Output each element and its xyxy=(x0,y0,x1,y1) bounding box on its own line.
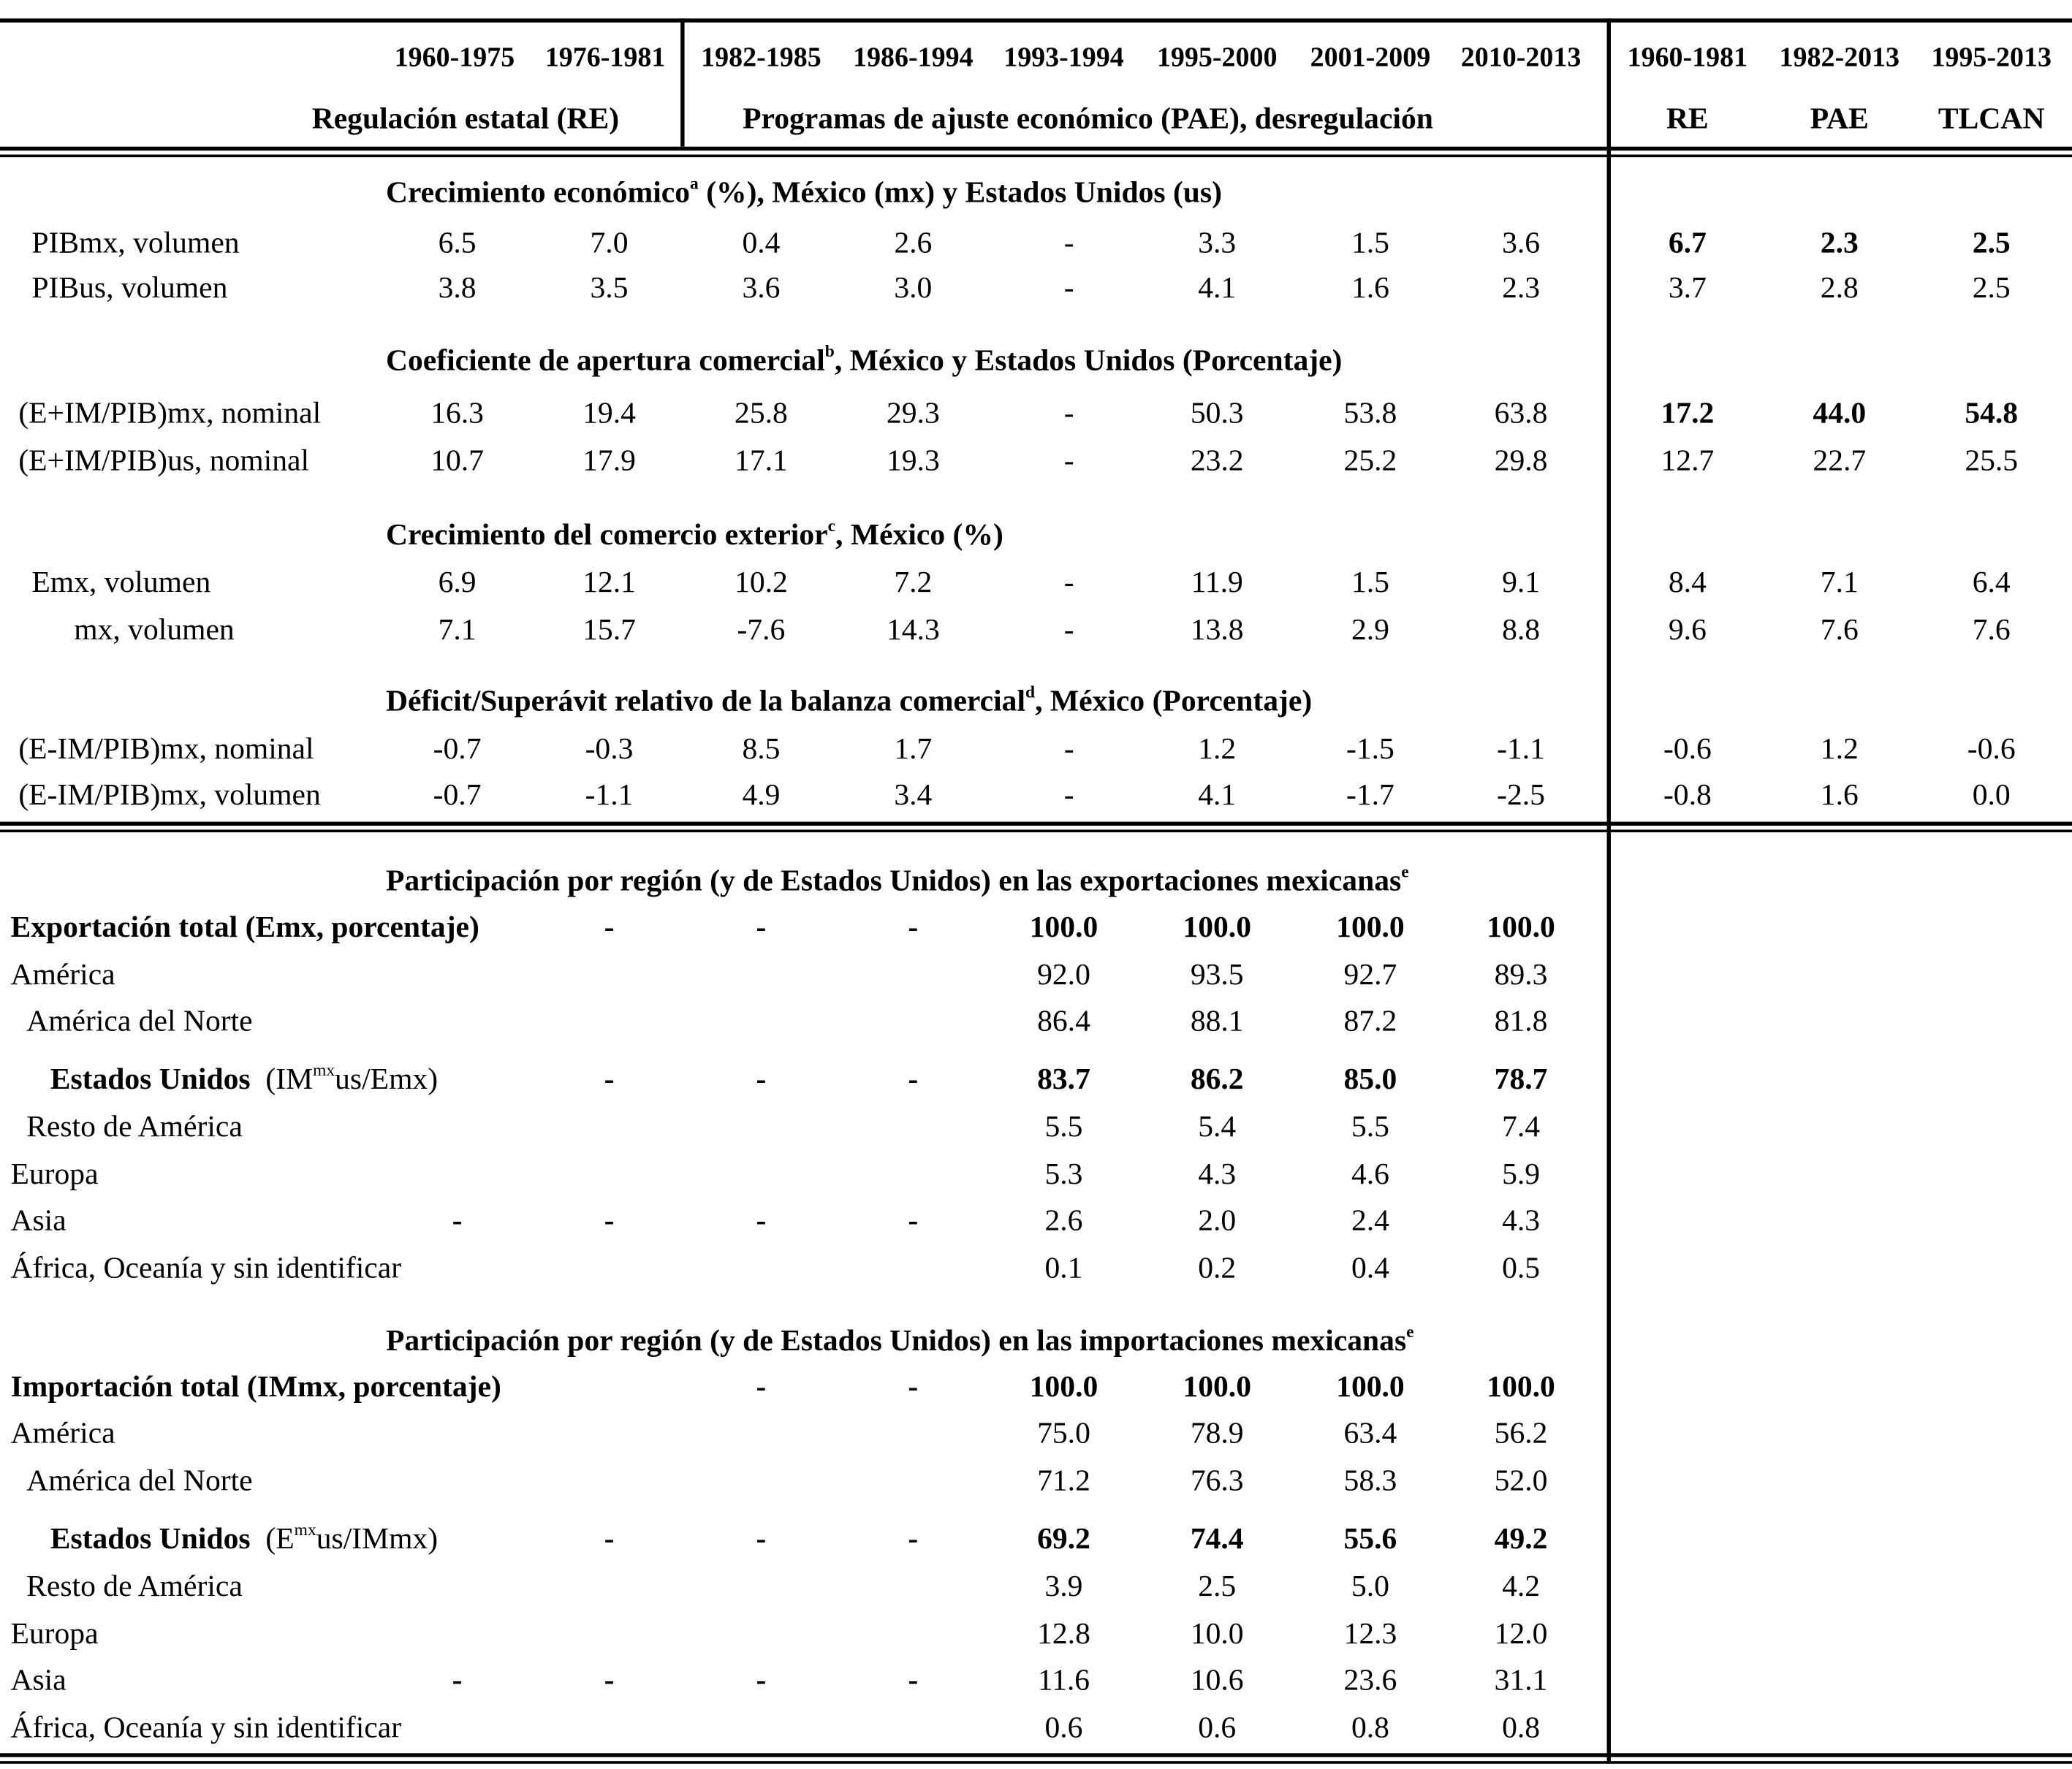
table-cell: 31.1 xyxy=(1494,1663,1548,1697)
period-2: 1976-1981 xyxy=(544,41,666,73)
table-cell: 63.8 xyxy=(1494,396,1548,430)
summary-pae-label: PAE xyxy=(1810,102,1869,135)
table-cell: - xyxy=(1063,731,1074,765)
table-cell: 7.1 xyxy=(1820,565,1859,599)
table-cell: 0.0 xyxy=(1972,777,2011,812)
dash-cell: - xyxy=(908,1062,919,1095)
table-cell: 2.3 xyxy=(1820,226,1859,259)
table-cell: 29.8 xyxy=(1494,444,1548,477)
row-label: Europa xyxy=(10,1157,99,1191)
table-cell: 12.3 xyxy=(1343,1617,1397,1651)
summary-re-label: RE xyxy=(1666,102,1709,135)
block-rule xyxy=(0,822,2072,826)
table-cell: -2.5 xyxy=(1497,777,1545,812)
table-cell: 8.8 xyxy=(1502,612,1541,647)
table-cell: 78.9 xyxy=(1190,1416,1244,1450)
table-cell: 76.3 xyxy=(1190,1464,1244,1497)
table-cell: 4.3 xyxy=(1198,1157,1237,1191)
table-cell: 7.1 xyxy=(438,612,477,647)
table-cell: 0.1 xyxy=(1044,1251,1083,1285)
table-cell: 7.6 xyxy=(1820,612,1859,647)
table-cell: 2.5 xyxy=(1198,1569,1237,1603)
table-cell: 100.0 xyxy=(1336,1369,1405,1404)
table-cell: 12.8 xyxy=(1037,1617,1090,1651)
row-label: PIBmx, volumen xyxy=(31,226,240,259)
row-label: Asia xyxy=(10,1203,67,1237)
row-label: (E+IM/PIB)us, nominal xyxy=(18,444,310,477)
table-cell: 71.2 xyxy=(1037,1464,1090,1497)
dash-cell: - xyxy=(908,1369,919,1404)
table-cell: 2.6 xyxy=(1044,1203,1083,1237)
table-cell: 8.4 xyxy=(1668,565,1707,599)
table-cell: 83.7 xyxy=(1037,1062,1090,1095)
table-cell: 11.6 xyxy=(1037,1663,1090,1697)
table-cell: 17.9 xyxy=(582,444,636,477)
top-rule xyxy=(0,18,2072,22)
row-label-us: Estados Unidos $(IM^{mx}us/Emx)$ xyxy=(50,1060,439,1095)
table-cell: 2.8 xyxy=(1820,270,1859,304)
table-cell: 1.2 xyxy=(1198,731,1237,765)
dash-cell: - xyxy=(604,1521,615,1556)
table-cell: 12.1 xyxy=(582,565,636,599)
row-label: América xyxy=(10,957,115,992)
table-cell: -7.6 xyxy=(737,612,786,647)
table-cell: 50.3 xyxy=(1190,396,1244,430)
table-cell: 6.4 xyxy=(1972,565,2011,599)
dash-cell: - xyxy=(908,1203,919,1237)
table-cell: 8.5 xyxy=(742,731,781,765)
row-label: PIBus, volumen xyxy=(31,270,228,304)
table-cell: 2.6 xyxy=(894,226,933,259)
table-cell: 100.0 xyxy=(1029,1369,1098,1404)
dash-cell: - xyxy=(908,1521,919,1556)
table-cell: 85.0 xyxy=(1343,1062,1397,1095)
table-cell: 7.4 xyxy=(1502,1109,1541,1143)
table-cell: 10.2 xyxy=(735,565,788,599)
dash-cell: - xyxy=(756,1521,767,1556)
summary-tlcan-label: TLCAN xyxy=(1938,102,2045,135)
table-cell: 1.5 xyxy=(1351,226,1389,259)
dash-cell: - xyxy=(452,1663,463,1697)
row-label: Asia xyxy=(10,1663,67,1697)
table-cell: 3.8 xyxy=(438,270,477,304)
table-cell: 5.0 xyxy=(1351,1569,1389,1603)
table-cell: 1.6 xyxy=(1351,270,1389,304)
table-cell: 23.6 xyxy=(1343,1663,1397,1697)
dash-cell: - xyxy=(604,1203,615,1237)
table-cell: - xyxy=(1063,444,1074,477)
section-title-balance: Déficit/Superávit relativo de la balanza comercial$^d$, México (Porcentaje) xyxy=(385,681,1313,718)
table-cell: 14.3 xyxy=(886,612,940,647)
table-cell: 1.2 xyxy=(1820,731,1859,765)
table-cell: 12.0 xyxy=(1494,1617,1548,1651)
table-cell: 0.5 xyxy=(1502,1251,1541,1285)
table-cell: 17.1 xyxy=(735,444,788,477)
table-cell: 0.6 xyxy=(1044,1711,1083,1744)
dash-cell: - xyxy=(756,1663,767,1697)
table-cell: 6.9 xyxy=(438,565,477,599)
period-7: 2001-2009 xyxy=(1310,41,1431,73)
table-cell: -1.1 xyxy=(1497,731,1545,765)
table-cell: 52.0 xyxy=(1494,1464,1548,1497)
summary-divider xyxy=(1607,18,1611,1763)
row-label: (E+IM/PIB)mx, nominal xyxy=(18,396,322,430)
period-6: 1995-2000 xyxy=(1156,41,1278,73)
table-cell: 75.0 xyxy=(1037,1416,1090,1450)
group-pae-label: Programas de ajuste económico (PAE), desregulación xyxy=(743,102,1433,135)
table-cell: 7.2 xyxy=(894,565,933,599)
dash-cell: - xyxy=(604,1663,615,1697)
table-cell: 3.6 xyxy=(742,270,781,304)
dash-cell: - xyxy=(908,910,919,943)
row-label: Importación total (IMmx, porcentaje) xyxy=(10,1369,501,1404)
table-cell: 7.0 xyxy=(590,226,629,259)
period-3: 1982-1985 xyxy=(701,41,821,73)
dash-cell: - xyxy=(756,910,767,943)
bottom-rule-2 xyxy=(0,1761,2072,1764)
table-cell: 69.2 xyxy=(1037,1521,1090,1556)
table-cell: - xyxy=(1063,565,1074,599)
table-cell: 74.4 xyxy=(1190,1521,1244,1556)
table-cell: -0.7 xyxy=(433,777,482,812)
table-cell: 23.2 xyxy=(1190,444,1244,477)
table-cell: -0.6 xyxy=(1663,731,1712,765)
section-title-openness: Coeficiente de apertura comercial$^b$, México y Estados Unidos (Porcentaje) xyxy=(385,341,1343,377)
table-cell: 9.6 xyxy=(1668,612,1707,647)
table-cell: 13.8 xyxy=(1190,612,1244,647)
row-label: Resto de América xyxy=(26,1569,243,1603)
table-cell: 9.1 xyxy=(1502,565,1541,599)
table-cell: 4.9 xyxy=(742,777,781,812)
table-cell: 2.4 xyxy=(1351,1203,1389,1237)
table-cell: 3.3 xyxy=(1198,226,1237,259)
table-cell: 19.4 xyxy=(582,396,636,430)
table-cell: 15.7 xyxy=(582,612,636,647)
period-5: 1993-1994 xyxy=(1003,41,1124,73)
dash-cell: - xyxy=(908,1663,919,1697)
header-rule-2 xyxy=(0,155,2072,158)
table-cell: 89.3 xyxy=(1494,957,1548,992)
period-9: 1960-1981 xyxy=(1627,41,1748,73)
period-4: 1986-1994 xyxy=(853,41,974,73)
table-cell: -0.8 xyxy=(1663,777,1712,812)
table-cell: 1.5 xyxy=(1351,565,1389,599)
table-cell: 63.4 xyxy=(1343,1416,1397,1450)
table-cell: 3.6 xyxy=(1502,226,1541,259)
section-title-imports: Participación por región (y de Estados Unidos) en las importaciones mexicanas$^e$ xyxy=(385,1321,1414,1357)
table-cell: 10.6 xyxy=(1190,1663,1244,1697)
table-cell: 100.0 xyxy=(1183,1369,1251,1404)
table-cell: -1.5 xyxy=(1346,731,1394,765)
table-cell: 17.2 xyxy=(1661,396,1715,430)
table-cell: -1.7 xyxy=(1346,777,1394,812)
table-cell: 100.0 xyxy=(1487,1369,1555,1404)
row-label: (E-IM/PIB)mx, nominal xyxy=(18,731,314,765)
table-cell: 4.6 xyxy=(1351,1157,1389,1191)
row-label: África, Oceanía y sin identificar xyxy=(10,1251,402,1285)
table-cell: 3.9 xyxy=(1044,1569,1083,1603)
table-cell: 0.8 xyxy=(1502,1711,1541,1744)
table-cell: 100.0 xyxy=(1336,910,1405,943)
table-cell: 16.3 xyxy=(430,396,484,430)
table-cell: 0.4 xyxy=(1351,1251,1389,1285)
table-cell: 4.3 xyxy=(1502,1203,1541,1237)
table-cell: 86.2 xyxy=(1190,1062,1244,1095)
dash-cell: - xyxy=(756,1062,767,1095)
table-cell: 100.0 xyxy=(1183,910,1251,943)
table-cell: 4.2 xyxy=(1502,1569,1541,1603)
row-label: América xyxy=(10,1416,115,1450)
table-cell: -1.1 xyxy=(585,777,634,812)
table-cell: 100.0 xyxy=(1487,910,1555,943)
table-cell: 10.7 xyxy=(430,444,484,477)
table-cell: -0.6 xyxy=(1967,731,2016,765)
table-cell: 19.3 xyxy=(886,444,940,477)
row-label: Resto de América xyxy=(26,1109,243,1143)
period-1: 1960-1975 xyxy=(394,41,515,73)
section-title-trade-growth: Crecimiento del comercio exterior$^c$, México (%) xyxy=(385,515,1003,551)
row-label: Emx, volumen xyxy=(31,565,211,599)
table-cell: 2.3 xyxy=(1502,270,1541,304)
dash-cell: - xyxy=(604,1062,615,1095)
table-cell: 25.2 xyxy=(1343,444,1397,477)
section-title-exports: Participación por región (y de Estados Unidos) en las exportaciones mexicanas$^e$ xyxy=(385,861,1409,897)
table-cell: - xyxy=(1063,612,1074,647)
row-label: América del Norte xyxy=(26,1004,253,1038)
table-cell: 1.6 xyxy=(1820,777,1859,812)
table-cell: 3.0 xyxy=(894,270,933,304)
table-cell: 5.3 xyxy=(1044,1157,1083,1191)
row-label: África, Oceanía y sin identificar xyxy=(10,1711,402,1744)
table-cell: 92.0 xyxy=(1037,957,1090,992)
period-10: 1982-2013 xyxy=(1779,41,1900,73)
period-8: 2010-2013 xyxy=(1460,41,1582,73)
table-cell: - xyxy=(1063,396,1074,430)
table-cell: 1.7 xyxy=(894,731,933,765)
table-cell: 81.8 xyxy=(1494,1004,1548,1038)
header-rule xyxy=(0,147,2072,151)
table-cell: 3.7 xyxy=(1668,270,1707,304)
row-label-us: Estados Unidos $(E^{mx}us/IMmx)$ xyxy=(50,1519,439,1556)
table-cell: 56.2 xyxy=(1494,1416,1548,1450)
table-cell: -0.3 xyxy=(585,731,634,765)
dash-cell: - xyxy=(756,1203,767,1237)
table-cell: 0.2 xyxy=(1198,1251,1237,1285)
table-cell: 93.5 xyxy=(1190,957,1244,992)
table-cell: 3.4 xyxy=(894,777,933,812)
table-cell: 2.9 xyxy=(1351,612,1389,647)
table-cell: 0.4 xyxy=(742,226,781,259)
table-cell: 29.3 xyxy=(886,396,940,430)
table-cell: 22.7 xyxy=(1813,444,1867,477)
table-cell: 3.5 xyxy=(590,270,629,304)
table-cell: 55.6 xyxy=(1343,1521,1397,1556)
re-divider xyxy=(680,18,684,146)
table-cell: 58.3 xyxy=(1343,1464,1397,1497)
table-cell: 5.5 xyxy=(1351,1109,1389,1143)
table-cell: 2.5 xyxy=(1972,270,2011,304)
table-cell: 53.8 xyxy=(1343,396,1397,430)
block-rule-2 xyxy=(0,829,2072,832)
table-cell: 54.8 xyxy=(1965,396,2019,430)
dash-cell: - xyxy=(604,910,615,943)
table-cell: - xyxy=(1063,270,1074,304)
table-cell: 6.5 xyxy=(438,226,477,259)
table-cell: 10.0 xyxy=(1190,1617,1244,1651)
dash-cell: - xyxy=(756,1369,767,1404)
table-cell: 5.4 xyxy=(1198,1109,1237,1143)
table-cell: - xyxy=(1063,777,1074,812)
dash-cell: - xyxy=(452,1203,463,1237)
table-cell: 87.2 xyxy=(1343,1004,1397,1038)
row-label: Exportación total (Emx, porcentaje) xyxy=(10,910,479,943)
table-cell: -0.7 xyxy=(433,731,482,765)
table-cell: 6.7 xyxy=(1668,226,1707,259)
table-cell: 2.0 xyxy=(1198,1203,1237,1237)
section-title-growth: Crecimiento económico$^a$ (%), México (mx) y Estados Unidos (us) xyxy=(385,172,1222,209)
group-re-label: Regulación estatal (RE) xyxy=(311,102,620,135)
bottom-rule xyxy=(0,1753,2072,1757)
period-11: 1995-2013 xyxy=(1931,41,2052,73)
row-label: (E-IM/PIB)mx, volumen xyxy=(18,777,321,812)
table-cell: - xyxy=(1063,226,1074,259)
table-cell: 11.9 xyxy=(1191,565,1243,599)
table-cell: 44.0 xyxy=(1813,396,1867,430)
table-cell: 86.4 xyxy=(1037,1004,1090,1038)
table-cell: 5.9 xyxy=(1502,1157,1541,1191)
table-cell: 100.0 xyxy=(1029,910,1098,943)
row-label: América del Norte xyxy=(26,1464,253,1497)
table-cell: 2.5 xyxy=(1972,226,2011,259)
table-cell: 5.5 xyxy=(1044,1109,1083,1143)
table-cell: 0.8 xyxy=(1351,1711,1389,1744)
table-cell: 4.1 xyxy=(1198,270,1237,304)
table-cell: 0.6 xyxy=(1198,1711,1237,1744)
table-cell: 12.7 xyxy=(1661,444,1715,477)
row-label: mx, volumen xyxy=(74,612,235,647)
table-cell: 25.5 xyxy=(1965,444,2019,477)
table-cell: 88.1 xyxy=(1190,1004,1244,1038)
table-cell: 92.7 xyxy=(1343,957,1397,992)
table-cell: 4.1 xyxy=(1198,777,1237,812)
table-cell: 25.8 xyxy=(735,396,788,430)
table-cell: 7.6 xyxy=(1972,612,2011,647)
table-cell: 78.7 xyxy=(1494,1062,1548,1095)
row-label: Europa xyxy=(10,1617,99,1651)
table-cell: 49.2 xyxy=(1494,1521,1548,1556)
